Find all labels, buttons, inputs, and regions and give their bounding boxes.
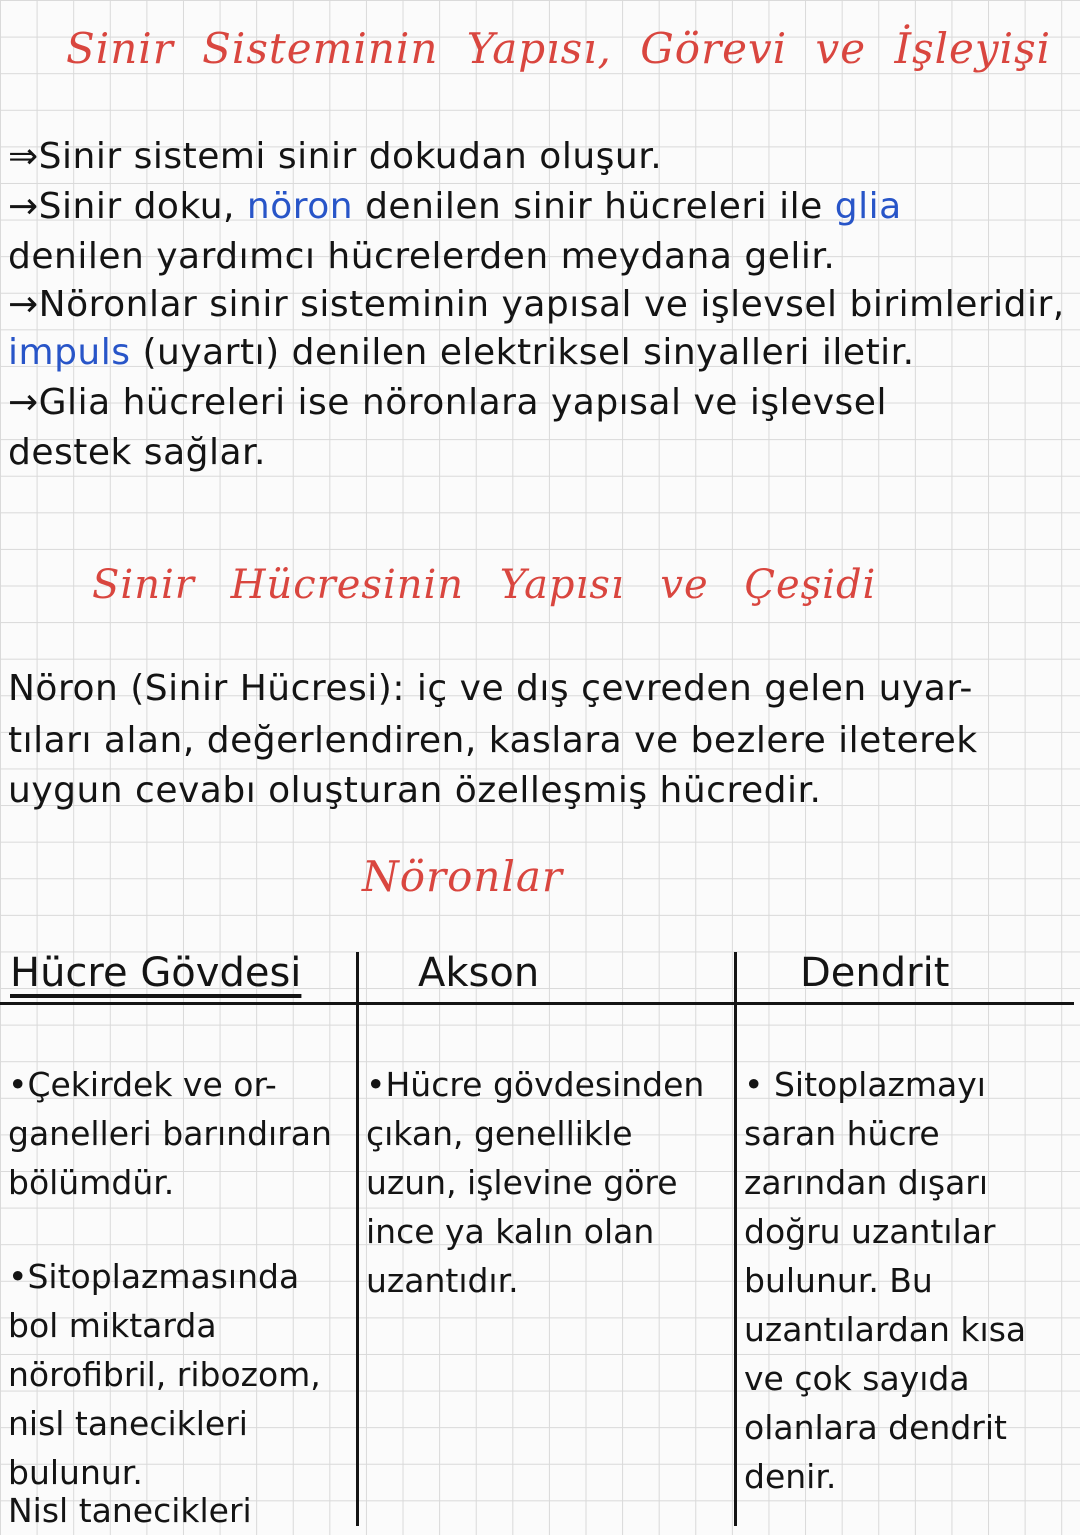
header-dendrit: Dendrit	[800, 950, 950, 996]
page-title: Sinir Sisteminin Yapısı, Görevi ve İşleyişi	[66, 24, 1052, 73]
definition-line-3: uygun cevabı oluşturan özelleşmiş hücredir.	[8, 770, 822, 811]
intro-line-1: ⇒Sinir sistemi sinir dokudan oluşur.	[8, 136, 663, 177]
intro-line-5	[8, 332, 915, 373]
intro-line-2-middle: denilen sinir hücreleri ile	[365, 186, 823, 227]
intro-line-7: destek sağlar.	[8, 432, 266, 473]
table-divider-1	[356, 952, 359, 1526]
header-akson: Akson	[418, 950, 540, 996]
cell-akson-text: •Hücre gövdesinden çıkan, genellikle uzun, işlevine göre ince ya kalın olan uzantıdır.	[366, 1065, 705, 1300]
definition-line-2: tıları alan, değerlendiren, kaslara ve bezlere ileterek	[8, 720, 978, 761]
intro-line-6: →Glia hücreleri ise nöronlara yapısal ve işlevsel	[8, 382, 887, 423]
header-cell-body: Hücre Gövdesi	[10, 950, 302, 996]
table-title: Nöronlar	[362, 852, 563, 901]
term-noron: nöron	[246, 186, 354, 227]
intro-line-5-rest: (uyartı) denilen elektriksel sinyalleri iletir.	[142, 332, 915, 373]
term-glia: glia	[834, 186, 902, 227]
intro-line-2	[8, 186, 902, 227]
definition-line-1: Nöron (Sinir Hücresi): iç ve dış çevreden gelen uyar-	[8, 668, 973, 709]
table-header-rule	[0, 1002, 1074, 1005]
cell-dendrit-text: • Sitoplazmayı saran hücre zarından dışarı doğru uzantılar bulunur. Bu uzantılardan kısa ve çok sayıda olanlara dendrit denir.	[744, 1065, 1027, 1496]
cell-body-text-3: Nisl tanecikleri	[8, 1491, 252, 1530]
intro-line-3: denilen yardımcı hücrelerden meydana gelir.	[8, 236, 836, 277]
intro-line-4: →Nöronlar sinir sisteminin yapısal ve işlevsel birimleridir,	[8, 284, 1065, 325]
intro-line-2-start: →Sinir doku,	[8, 186, 235, 227]
table-divider-2	[734, 952, 737, 1526]
section-title: Sinir Hücresinin Yapısı ve Çeşidi	[92, 562, 877, 608]
term-impuls: impuls	[8, 332, 131, 373]
cell-body-text-2: •Sitoplazmasında bol miktarda nörofibril, ribozom, nisl tanecikleri bulunur.	[8, 1257, 321, 1492]
cell-body-text-1: •Çekirdek ve or-ganelleri barındıran bölümdür.	[8, 1065, 332, 1202]
